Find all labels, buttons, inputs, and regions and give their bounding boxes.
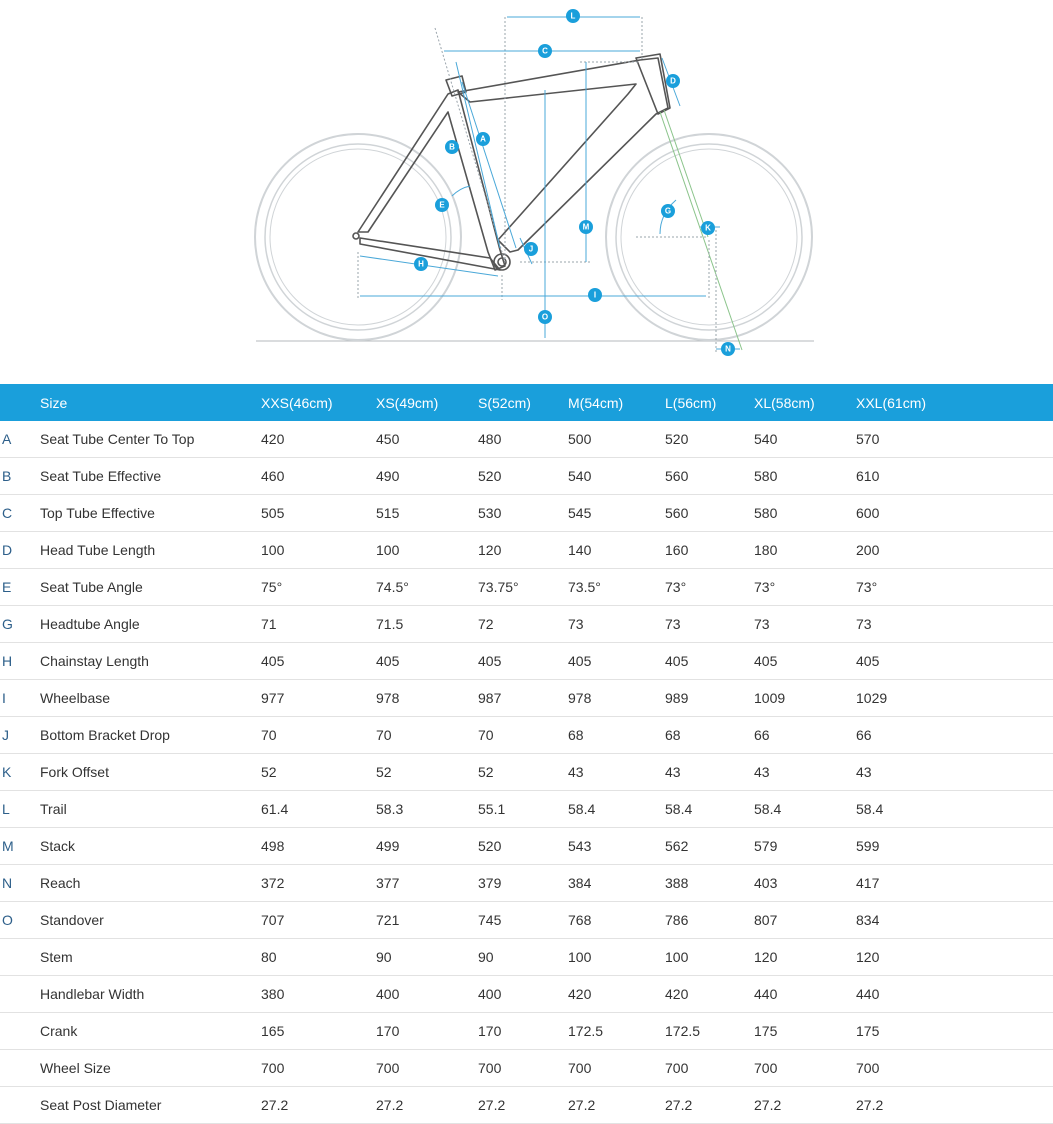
row-value: 73: [665, 606, 754, 643]
header-size-8: XXL(61cm): [856, 394, 927, 411]
callout-b: [445, 140, 459, 154]
row-value: 405: [478, 643, 568, 680]
row-value: 172.5: [665, 1013, 754, 1050]
row-value: 160: [665, 532, 754, 569]
callout-d: [666, 74, 680, 88]
table-row: [0, 902, 1053, 939]
table-row: [0, 495, 1053, 532]
row-measurement-name: Handlebar Width: [40, 976, 261, 1013]
row-value: 27.2: [478, 1087, 568, 1124]
row-value: 388: [665, 865, 754, 902]
svg-text:C: C: [542, 46, 548, 56]
row-value: 175: [856, 1013, 1053, 1050]
callout-m: [579, 220, 593, 234]
bike-frame-drawing: [0, 0, 1053, 384]
table-body: [0, 421, 1053, 1124]
row-measurement-name: Seat Post Diameter: [40, 1087, 261, 1124]
row-value: 100: [261, 532, 376, 569]
row-value: 377: [376, 865, 478, 902]
fork-line: [664, 110, 708, 237]
callout-a: [476, 132, 490, 146]
table-row: [0, 865, 1053, 902]
row-value: 1029: [856, 680, 1053, 717]
row-value: 768: [568, 902, 665, 939]
row-value: 460: [261, 458, 376, 495]
row-letter: C: [0, 495, 40, 532]
row-value: 52: [376, 754, 478, 791]
row-value: 58.3: [376, 791, 478, 828]
row-measurement-name: Stack: [40, 828, 261, 865]
row-letter: E: [0, 569, 40, 606]
row-value: 480: [478, 421, 568, 458]
row-letter: [0, 939, 40, 976]
row-value: 68: [568, 717, 665, 754]
header-size-6: L(56cm): [665, 394, 717, 411]
row-value: 700: [261, 1050, 376, 1087]
callout-h: [414, 257, 428, 271]
row-value: 579: [754, 828, 856, 865]
row-value: 170: [478, 1013, 568, 1050]
bike-geometry-diagram: [0, 0, 1053, 384]
row-letter: D: [0, 532, 40, 569]
row-value: 58.4: [665, 791, 754, 828]
row-measurement-name: Seat Tube Effective: [40, 458, 261, 495]
row-value: 400: [478, 976, 568, 1013]
row-value: 562: [665, 828, 754, 865]
row-value: 55.1: [478, 791, 568, 828]
row-letter: [0, 976, 40, 1013]
row-value: 520: [478, 828, 568, 865]
header-size-label: Size: [40, 394, 68, 411]
row-letter: G: [0, 606, 40, 643]
row-value: 987: [478, 680, 568, 717]
table-header: [0, 384, 1053, 421]
row-value: 560: [665, 495, 754, 532]
row-value: 977: [261, 680, 376, 717]
row-value: 405: [856, 643, 1053, 680]
row-measurement-name: Headtube Angle: [40, 606, 261, 643]
row-value: 405: [376, 643, 478, 680]
row-value: 73: [856, 606, 1053, 643]
row-value: 74.5°: [376, 569, 478, 606]
row-letter: H: [0, 643, 40, 680]
row-value: 372: [261, 865, 376, 902]
row-value: 70: [261, 717, 376, 754]
geometry-table: [0, 384, 1053, 1124]
row-measurement-name: Fork Offset: [40, 754, 261, 791]
row-value: 700: [568, 1050, 665, 1087]
dimension-lines: [360, 17, 740, 349]
row-value: 420: [261, 421, 376, 458]
row-value: 978: [568, 680, 665, 717]
row-letter: B: [0, 458, 40, 495]
table-row: [0, 569, 1053, 606]
row-value: 700: [478, 1050, 568, 1087]
row-value: 73°: [665, 569, 754, 606]
table-row: [0, 421, 1053, 458]
row-value: 180: [754, 532, 856, 569]
table-row: [0, 680, 1053, 717]
row-value: 120: [754, 939, 856, 976]
header-row: [0, 384, 1053, 421]
row-value: 66: [754, 717, 856, 754]
row-value: 580: [754, 495, 856, 532]
row-value: 27.2: [568, 1087, 665, 1124]
header-size-3: XS(49cm): [376, 394, 439, 411]
row-measurement-name: Crank: [40, 1013, 261, 1050]
row-value: 70: [376, 717, 478, 754]
svg-text:O: O: [541, 312, 549, 322]
table-row: [0, 1013, 1053, 1050]
row-value: 380: [261, 976, 376, 1013]
row-value: 540: [568, 458, 665, 495]
callout-g: [661, 204, 675, 218]
row-value: 68: [665, 717, 754, 754]
callout-o: [538, 310, 552, 324]
row-measurement-name: Seat Tube Angle: [40, 569, 261, 606]
row-value: 1009: [754, 680, 856, 717]
svg-text:G: G: [664, 206, 672, 216]
row-value: 405: [754, 643, 856, 680]
callout-l: [721, 342, 735, 356]
row-value: 75°: [261, 569, 376, 606]
row-measurement-name: Stem: [40, 939, 261, 976]
row-value: 505: [261, 495, 376, 532]
header-size-2: XXS(46cm): [261, 394, 333, 411]
header-size-7: XL(58cm): [754, 394, 815, 411]
svg-text:D: D: [670, 76, 676, 86]
row-value: 70: [478, 717, 568, 754]
row-value: 165: [261, 1013, 376, 1050]
row-value: 100: [568, 939, 665, 976]
row-value: 403: [754, 865, 856, 902]
table-row: [0, 939, 1053, 976]
row-value: 707: [261, 902, 376, 939]
row-value: 600: [856, 495, 1053, 532]
frame: [353, 54, 670, 270]
header-size-4: S(52cm): [478, 394, 531, 411]
row-value: 500: [568, 421, 665, 458]
row-value: 450: [376, 421, 478, 458]
table-row: [0, 828, 1053, 865]
row-value: 172.5: [568, 1013, 665, 1050]
svg-text:N: N: [725, 344, 731, 354]
svg-text:K: K: [705, 223, 711, 233]
row-value: 745: [478, 902, 568, 939]
row-measurement-name: Seat Tube Center To Top: [40, 421, 261, 458]
row-measurement-name: Standover: [40, 902, 261, 939]
table-row: [0, 458, 1053, 495]
svg-text:E: E: [439, 200, 445, 210]
row-value: 834: [856, 902, 1053, 939]
row-value: 43: [856, 754, 1053, 791]
row-value: 405: [261, 643, 376, 680]
row-measurement-name: Wheel Size: [40, 1050, 261, 1087]
row-value: 379: [478, 865, 568, 902]
row-value: 27.2: [754, 1087, 856, 1124]
row-value: 420: [568, 976, 665, 1013]
row-value: 58.4: [754, 791, 856, 828]
row-value: 520: [665, 421, 754, 458]
row-value: 405: [568, 643, 665, 680]
row-value: 700: [754, 1050, 856, 1087]
row-value: 61.4: [261, 791, 376, 828]
row-value: 90: [478, 939, 568, 976]
row-value: 43: [568, 754, 665, 791]
row-value: 417: [856, 865, 1053, 902]
row-letter: N: [0, 865, 40, 902]
svg-text:I: I: [593, 290, 597, 300]
row-value: 27.2: [261, 1087, 376, 1124]
row-value: 405: [665, 643, 754, 680]
callout-c: [538, 44, 552, 58]
row-value: 610: [856, 458, 1053, 495]
table-row: [0, 717, 1053, 754]
row-value: 58.4: [856, 791, 1053, 828]
svg-text:H: H: [418, 259, 424, 269]
steering-axis-line: [660, 112, 742, 350]
callout-j: [524, 242, 538, 256]
row-value: 52: [261, 754, 376, 791]
row-value: 560: [665, 458, 754, 495]
row-value: 721: [376, 902, 478, 939]
row-value: 440: [754, 976, 856, 1013]
row-value: 27.2: [665, 1087, 754, 1124]
table-row: [0, 754, 1053, 791]
row-value: 700: [665, 1050, 754, 1087]
table-row: [0, 532, 1053, 569]
row-value: 120: [478, 532, 568, 569]
row-value: 58.4: [568, 791, 665, 828]
svg-text:J: J: [528, 244, 534, 254]
row-value: 989: [665, 680, 754, 717]
row-measurement-name: Head Tube Length: [40, 532, 261, 569]
row-value: 71: [261, 606, 376, 643]
row-measurement-name: Reach: [40, 865, 261, 902]
callout-i: [588, 288, 602, 302]
row-value: 200: [856, 532, 1053, 569]
row-value: 490: [376, 458, 478, 495]
row-value: 66: [856, 717, 1053, 754]
row-value: 73°: [856, 569, 1053, 606]
row-value: 73°: [754, 569, 856, 606]
row-value: 545: [568, 495, 665, 532]
row-letter: A: [0, 421, 40, 458]
row-value: 27.2: [376, 1087, 478, 1124]
table-row: [0, 791, 1053, 828]
svg-text:L: L: [570, 11, 576, 21]
row-value: 786: [665, 902, 754, 939]
row-value: 520: [478, 458, 568, 495]
row-value: 73: [568, 606, 665, 643]
row-value: 420: [665, 976, 754, 1013]
row-value: 807: [754, 902, 856, 939]
row-value: 43: [665, 754, 754, 791]
row-value: 540: [754, 421, 856, 458]
row-value: 52: [478, 754, 568, 791]
row-letter: O: [0, 902, 40, 939]
row-value: 100: [376, 532, 478, 569]
row-letter: I: [0, 680, 40, 717]
row-value: 73.5°: [568, 569, 665, 606]
row-measurement-name: Chainstay Length: [40, 643, 261, 680]
table-row: [0, 976, 1053, 1013]
row-value: 72: [478, 606, 568, 643]
callout-e: [435, 198, 449, 212]
row-value: 498: [261, 828, 376, 865]
row-value: 90: [376, 939, 478, 976]
row-value: 100: [665, 939, 754, 976]
row-value: 700: [856, 1050, 1053, 1087]
row-value: 27.2: [856, 1087, 1053, 1124]
row-value: 71.5: [376, 606, 478, 643]
row-value: 440: [856, 976, 1053, 1013]
row-value: 384: [568, 865, 665, 902]
row-value: 43: [754, 754, 856, 791]
row-letter: L: [0, 791, 40, 828]
table-row: [0, 606, 1053, 643]
row-value: 80: [261, 939, 376, 976]
header-size-5: M(54cm): [568, 394, 624, 411]
row-value: 515: [376, 495, 478, 532]
row-letter: [0, 1050, 40, 1087]
row-value: 175: [754, 1013, 856, 1050]
row-letter: J: [0, 717, 40, 754]
row-value: 580: [754, 458, 856, 495]
row-letter: [0, 1013, 40, 1050]
row-value: 499: [376, 828, 478, 865]
svg-text:B: B: [449, 142, 455, 152]
row-letter: [0, 1087, 40, 1124]
row-value: 73.75°: [478, 569, 568, 606]
row-value: 140: [568, 532, 665, 569]
row-measurement-name: Top Tube Effective: [40, 495, 261, 532]
row-measurement-name: Trail: [40, 791, 261, 828]
row-value: 599: [856, 828, 1053, 865]
row-value: 73: [754, 606, 856, 643]
row-value: 978: [376, 680, 478, 717]
row-value: 543: [568, 828, 665, 865]
row-value: 400: [376, 976, 478, 1013]
svg-text:A: A: [480, 134, 486, 144]
table-row: [0, 1050, 1053, 1087]
row-value: 170: [376, 1013, 478, 1050]
row-measurement-name: Wheelbase: [40, 680, 261, 717]
callout-k: [701, 221, 715, 235]
header-letter: [0, 384, 40, 421]
row-value: 530: [478, 495, 568, 532]
callout-n: [566, 9, 580, 23]
row-value: 120: [856, 939, 1053, 976]
row-value: 700: [376, 1050, 478, 1087]
row-letter: M: [0, 828, 40, 865]
row-measurement-name: Bottom Bracket Drop: [40, 717, 261, 754]
table-row: [0, 1087, 1053, 1124]
row-letter: K: [0, 754, 40, 791]
row-value: 570: [856, 421, 1053, 458]
table-row: [0, 643, 1053, 680]
svg-text:M: M: [582, 222, 590, 232]
